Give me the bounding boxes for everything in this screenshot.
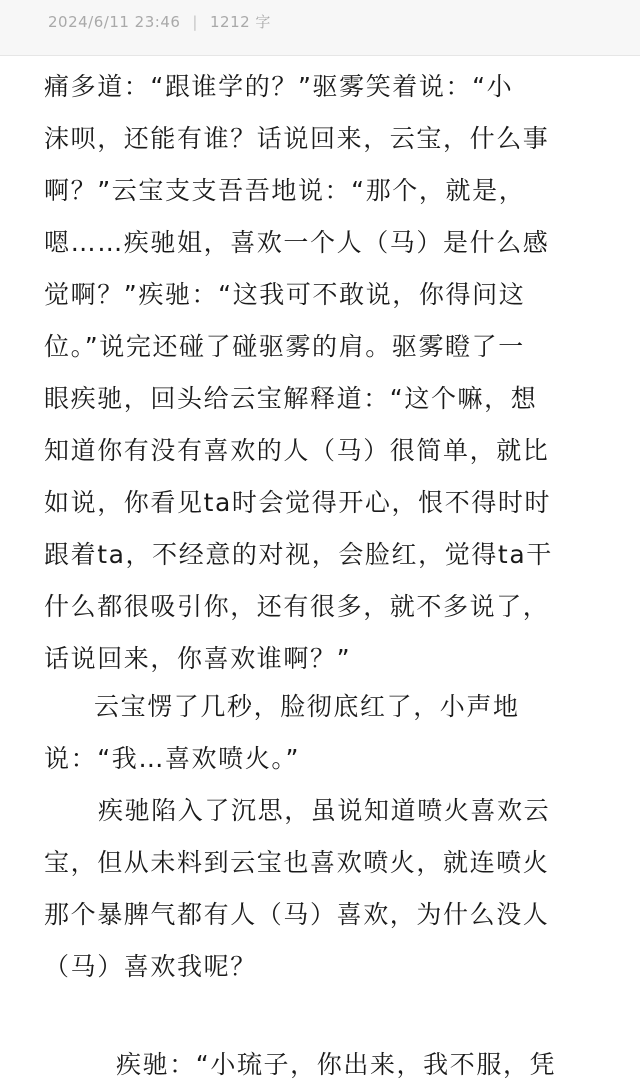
text-line: 那个暴脾气都有人（马）喜欢，为什么没人 bbox=[44, 900, 550, 929]
word-count: 1212 字 bbox=[209, 13, 271, 31]
text-line: 眼疾驰，回头给云宝解释道：“这个嘛，想 bbox=[44, 384, 538, 413]
text-line: 沫呗，还能有谁？话说回来，云宝，什么事 bbox=[44, 124, 550, 153]
paragraph-first-line: 疾驰：“小琉子，你出来，我不服，凭 bbox=[116, 1050, 557, 1079]
paragraph-first-line: 云宝愣了几秒，脸彻底红了，小声地 bbox=[94, 692, 520, 721]
text-line: 嗯……疾驰姐，喜欢一个人（马）是什么感 bbox=[44, 228, 550, 257]
paragraph-first-line: 疾驰陷入了沉思，虽说知道喷火喜欢云 bbox=[98, 796, 551, 825]
text-line: 如说，你看见ta时会觉得开心，恨不得时时 bbox=[44, 488, 552, 517]
text-line: 痛多道：“跟谁学的？”驱雾笑着说：“小 bbox=[44, 72, 514, 101]
text-line: 什么都很吸引你，还有很多，就不多说了， bbox=[44, 592, 550, 621]
publish-date: 2024/6/11 23:46 bbox=[48, 12, 181, 31]
text-line: 知道你有没有喜欢的人（马）很简单，就比 bbox=[44, 436, 550, 465]
text-line: （马）喜欢我呢？ bbox=[44, 952, 257, 981]
text-line: 说：“我…喜欢喷火。” bbox=[44, 744, 301, 773]
article-body bbox=[0, 56, 640, 1083]
meta-separator: | bbox=[192, 12, 198, 31]
text-line: 啊？”云宝支支吾吾地说：“那个，就是， bbox=[44, 176, 526, 205]
text-line: 宝，但从未料到云宝也喜欢喷火，就连喷火 bbox=[44, 848, 550, 877]
text-line: 位。”说完还碰了碰驱雾的肩。驱雾瞪了一 bbox=[44, 332, 525, 361]
text-line: 觉啊？”疾驰：“这我可不敢说，你得问这 bbox=[44, 280, 526, 309]
text-line: 跟着ta，不经意的对视，会脸红，觉得ta干 bbox=[44, 540, 553, 569]
article-meta-bar bbox=[0, 0, 640, 56]
text-line: 话说回来，你喜欢谁啊？” bbox=[44, 644, 352, 673]
article-meta bbox=[48, 11, 271, 32]
